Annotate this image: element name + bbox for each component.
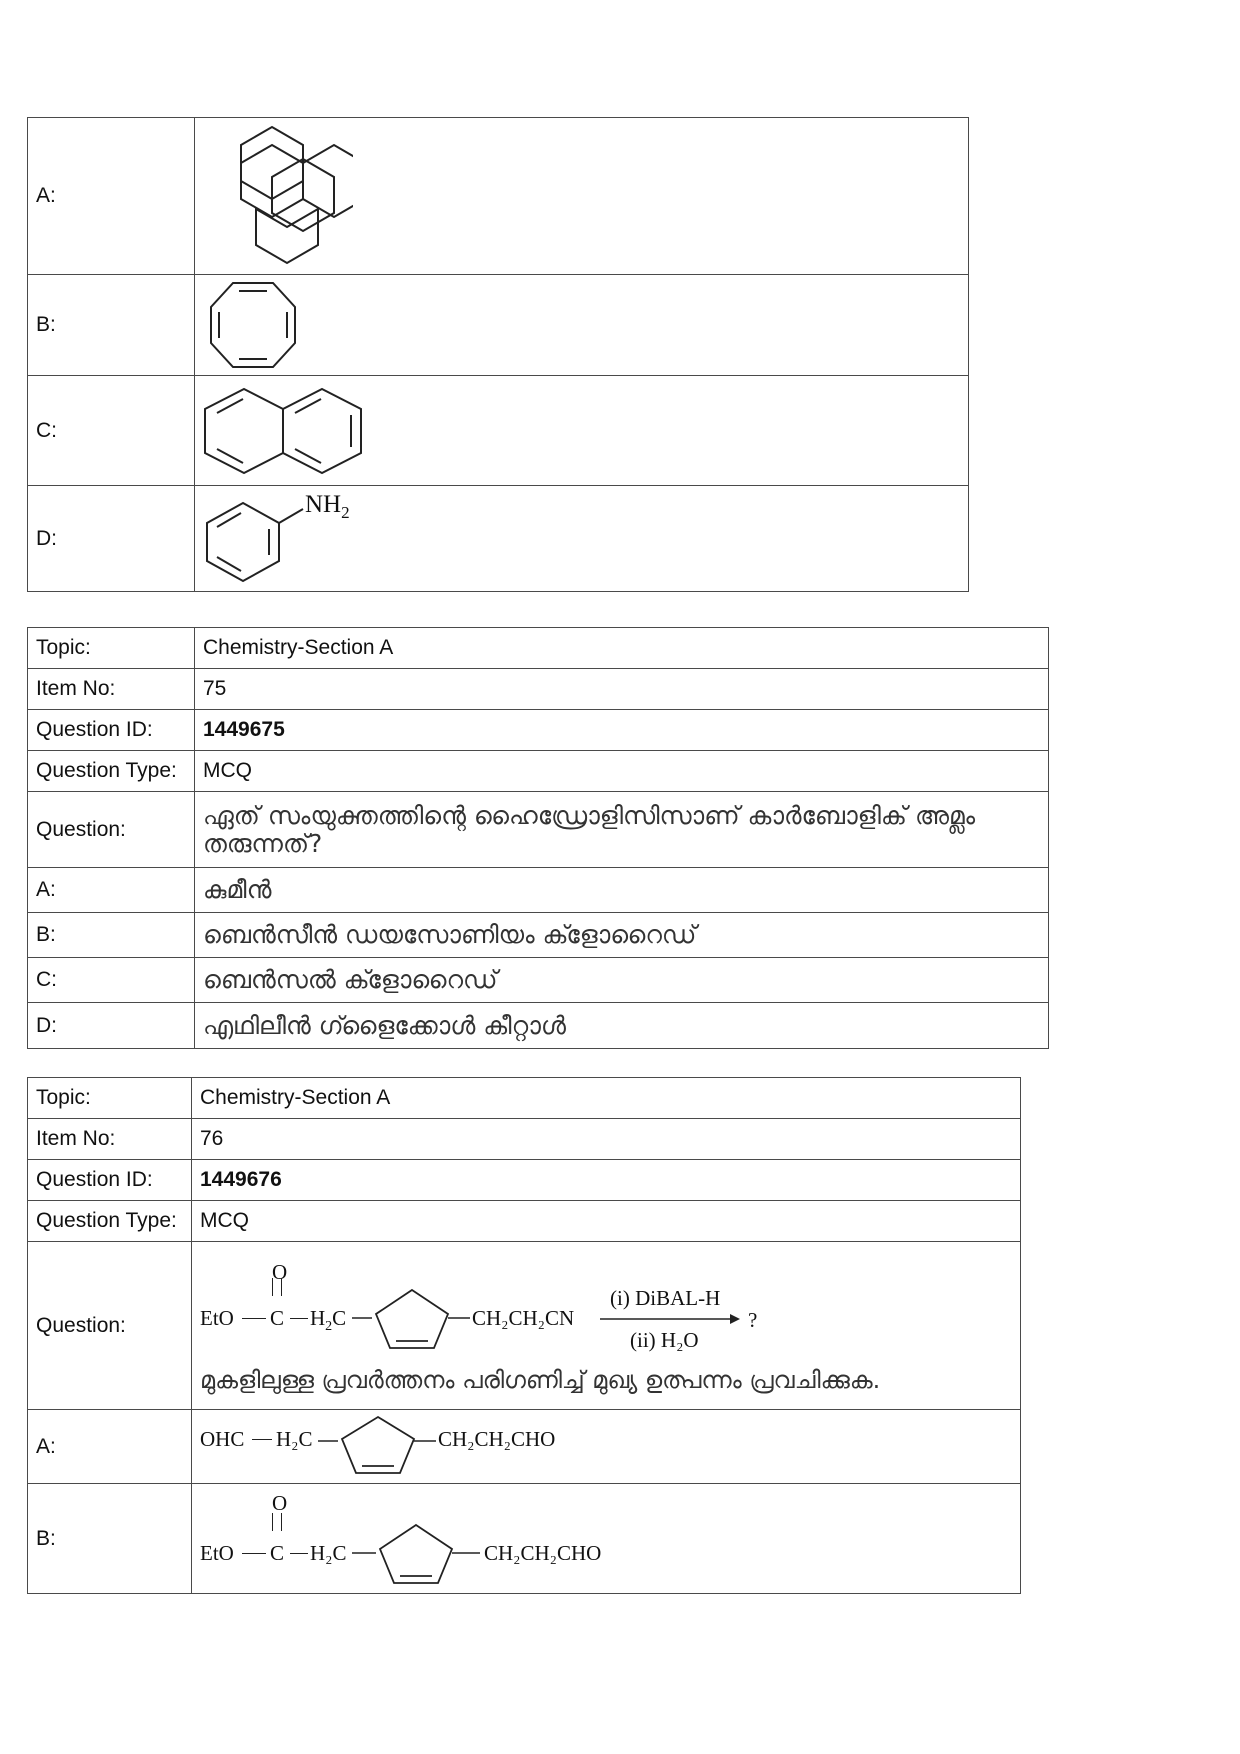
cyclooctatetraene-icon: [203, 277, 303, 373]
aldehyde-group: OHC: [200, 1426, 245, 1451]
option-text: ബെൻസീൻ ഡയസോണിയം ക്ളോറൈഡ്: [195, 913, 1049, 958]
question-id-label: Question ID:: [28, 1160, 192, 1201]
bond-dash: [252, 1439, 272, 1440]
question-label: Question:: [28, 1242, 192, 1410]
option-label: B:: [28, 275, 195, 376]
aldehyde-chain: CH₂CH₂CHO: [484, 1540, 602, 1565]
reagent-step-2: (ii) H₂O: [630, 1327, 699, 1352]
option-text: ബെൻസൽ ക്ളോറൈഡ്: [195, 958, 1049, 1003]
naphthalene-icon: [203, 383, 373, 479]
topic-label: Topic:: [28, 1078, 192, 1119]
option-label: B:: [28, 1484, 192, 1594]
double-bond-symbol: [272, 1513, 282, 1531]
options-structure-table: [27, 117, 969, 592]
item-no-label: Item No:: [28, 1119, 192, 1160]
question-text: ഏത് സംയുക്തത്തിന്റെ ഹൈഡ്രോളിസിസാണ് കാർബോളിക് അമ്ലം തരുന്നത്?: [195, 792, 1049, 868]
question-type-value: MCQ: [192, 1201, 1021, 1242]
option-structure: [195, 376, 969, 486]
reagent-step-1: (i) DiBAL-H: [610, 1285, 721, 1310]
reaction-arrow-icon: [600, 1312, 740, 1326]
question-type-value: MCQ: [195, 751, 1049, 792]
option-label: A:: [28, 118, 195, 275]
topic-value: Chemistry-Section A: [195, 628, 1049, 669]
option-structure: [195, 118, 969, 275]
aldehyde-chain: CH₂CH₂CHO: [438, 1426, 556, 1451]
question-76-table: [27, 1077, 1021, 1594]
bond-dash: [290, 1553, 308, 1554]
question-id-label: Question ID:: [28, 710, 195, 751]
option-structure: [192, 1484, 1021, 1594]
product-unknown: ?: [748, 1307, 758, 1332]
question-text: മുകളിലുള്ള പ്രവർത്തനം പരിഗണിച്ച് മുഖ്യ ഉത്പന്നം പ്രവചിക്കുക.: [200, 1365, 881, 1394]
aniline-icon: [203, 491, 403, 587]
item-no-label: Item No:: [28, 669, 195, 710]
question-id-value: 1449676: [192, 1160, 1021, 1201]
bond-dash: [290, 1318, 308, 1319]
reaction-scheme: [200, 1258, 1020, 1366]
cyclopentene-ring-icon: [318, 1415, 438, 1477]
option-label: A:: [28, 1410, 192, 1484]
ethoxy-group: EtO: [200, 1305, 234, 1330]
question-type-label: Question Type:: [28, 1201, 192, 1242]
item-no-value: 76: [192, 1119, 1021, 1160]
carbonyl-oxygen: O: [272, 1490, 288, 1515]
option-structure: [195, 275, 969, 376]
bond-dash: [242, 1318, 266, 1319]
question-type-label: Question Type:: [28, 751, 195, 792]
option-text: എഥിലീൻ ഗ്ളൈക്കോൾ കീറ്റാൾ: [195, 1003, 1049, 1049]
cyclopentene-ring-icon: [352, 1519, 482, 1589]
option-label: C:: [28, 958, 195, 1003]
methylene-group: H₂C: [276, 1426, 313, 1451]
ethoxy-group: EtO: [200, 1540, 234, 1565]
question-label: Question:: [28, 792, 195, 868]
option-label: D:: [28, 486, 195, 592]
option-label: B:: [28, 913, 195, 958]
carbonyl-carbon: C: [270, 1540, 285, 1565]
option-structure: [195, 486, 969, 592]
amine-group-label: $NH_2$: [305, 490, 350, 522]
option-structure: [192, 1410, 1021, 1484]
bond-dash: [242, 1553, 266, 1554]
methylene-group: H₂C: [310, 1540, 347, 1565]
carbonyl-oxygen: O: [272, 1259, 288, 1284]
question-75-table: [27, 627, 1049, 1049]
double-bond-symbol: [272, 1278, 282, 1296]
cyclopentene-ring-icon: [352, 1284, 472, 1354]
option-label: D:: [28, 1003, 195, 1049]
option-label: A:: [28, 868, 195, 913]
methylene-group: $H_2C$: [310, 1305, 347, 1334]
item-no-value: 75: [195, 669, 1049, 710]
carbonyl-carbon: C: [270, 1305, 285, 1330]
phenalene-icon: [203, 121, 353, 271]
topic-value: Chemistry-Section A: [192, 1078, 1021, 1119]
question-content: [192, 1242, 1021, 1410]
topic-label: Topic:: [28, 628, 195, 669]
option-text: കുമീൻ: [195, 868, 1049, 913]
nitrile-chain: CH₂CH₂CN: [472, 1305, 575, 1330]
option-label: C:: [28, 376, 195, 486]
question-id-value: 1449675: [195, 710, 1049, 751]
